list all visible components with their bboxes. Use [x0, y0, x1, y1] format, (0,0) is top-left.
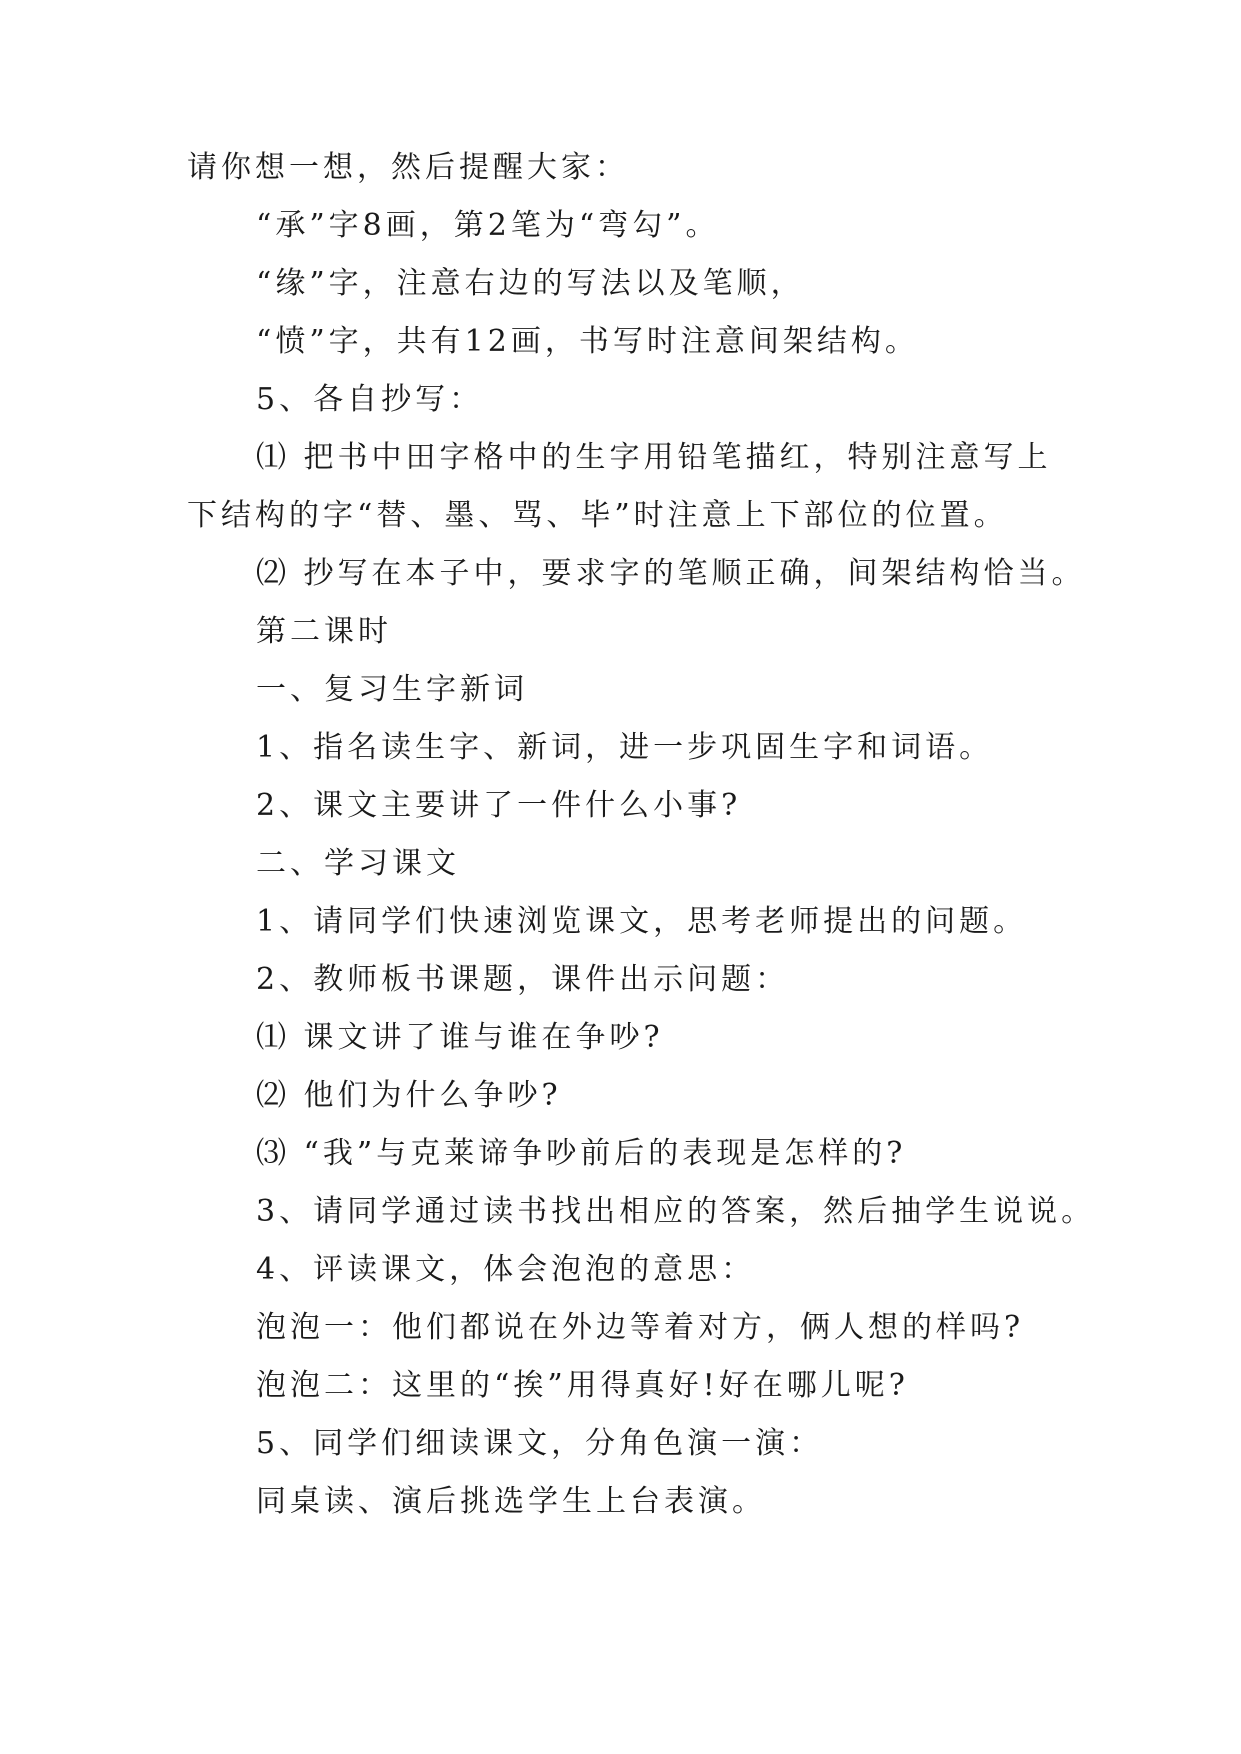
- text-line: 1、指名读生字、新词，进一步巩固生字和词语。: [256, 730, 994, 765]
- text-line: 二、学习课文: [256, 846, 460, 881]
- text-line: 5、同学们细读课文，分角色演一演：: [256, 1426, 824, 1461]
- text-line: ⑵ 他们为什么争吵?: [256, 1078, 562, 1113]
- text-line: “缘”字，注意右边的写法以及笔顺，: [256, 266, 805, 301]
- text-line: “愤”字，共有12画，书写时注意间架结构。: [256, 324, 919, 359]
- section-heading: 第二课时: [256, 614, 392, 649]
- text-line: 同桌读、演后挑选学生上台表演。: [256, 1484, 766, 1519]
- text-line: ⑶ “我”与克莱谛争吵前后的表现是怎样的?: [256, 1136, 907, 1171]
- text-line: 请你想一想，然后提醒大家：: [187, 150, 629, 185]
- text-line: 2、课文主要讲了一件什么小事?: [256, 788, 742, 823]
- text-line: 泡泡二：这里的“挨”用得真好!好在哪儿呢?: [256, 1368, 909, 1403]
- text-line: 5、各自抄写：: [256, 382, 484, 417]
- text-line: ⑴ 课文讲了谁与谁在争吵?: [256, 1020, 664, 1055]
- text-line: 3、请同学通过读书找出相应的答案，然后抽学生说说。: [256, 1194, 1096, 1229]
- text-line: ⑴ 把书中田字格中的生字用铅笔描红，特别注意写上: [256, 440, 1052, 475]
- text-line: 4、评读课文，体会泡泡的意思：: [256, 1252, 756, 1287]
- text-line: 一、复习生字新词: [256, 672, 528, 707]
- text-line: 2、教师板书课题，课件出示问题：: [256, 962, 790, 997]
- text-line: ⑵ 抄写在本子中，要求字的笔顺正确，间架结构恰当。: [256, 556, 1086, 591]
- text-line: “承”字8画，第2笔为“弯勾”。: [256, 208, 720, 243]
- text-line: 泡泡一：他们都说在外边等着对方，俩人想的样吗?: [256, 1310, 1025, 1345]
- text-line: 下结构的字“替、墨、骂、毕”时注意上下部位的位置。: [187, 498, 1008, 533]
- text-line: 1、请同学们快速浏览课文，思考老师提出的问题。: [256, 904, 1028, 939]
